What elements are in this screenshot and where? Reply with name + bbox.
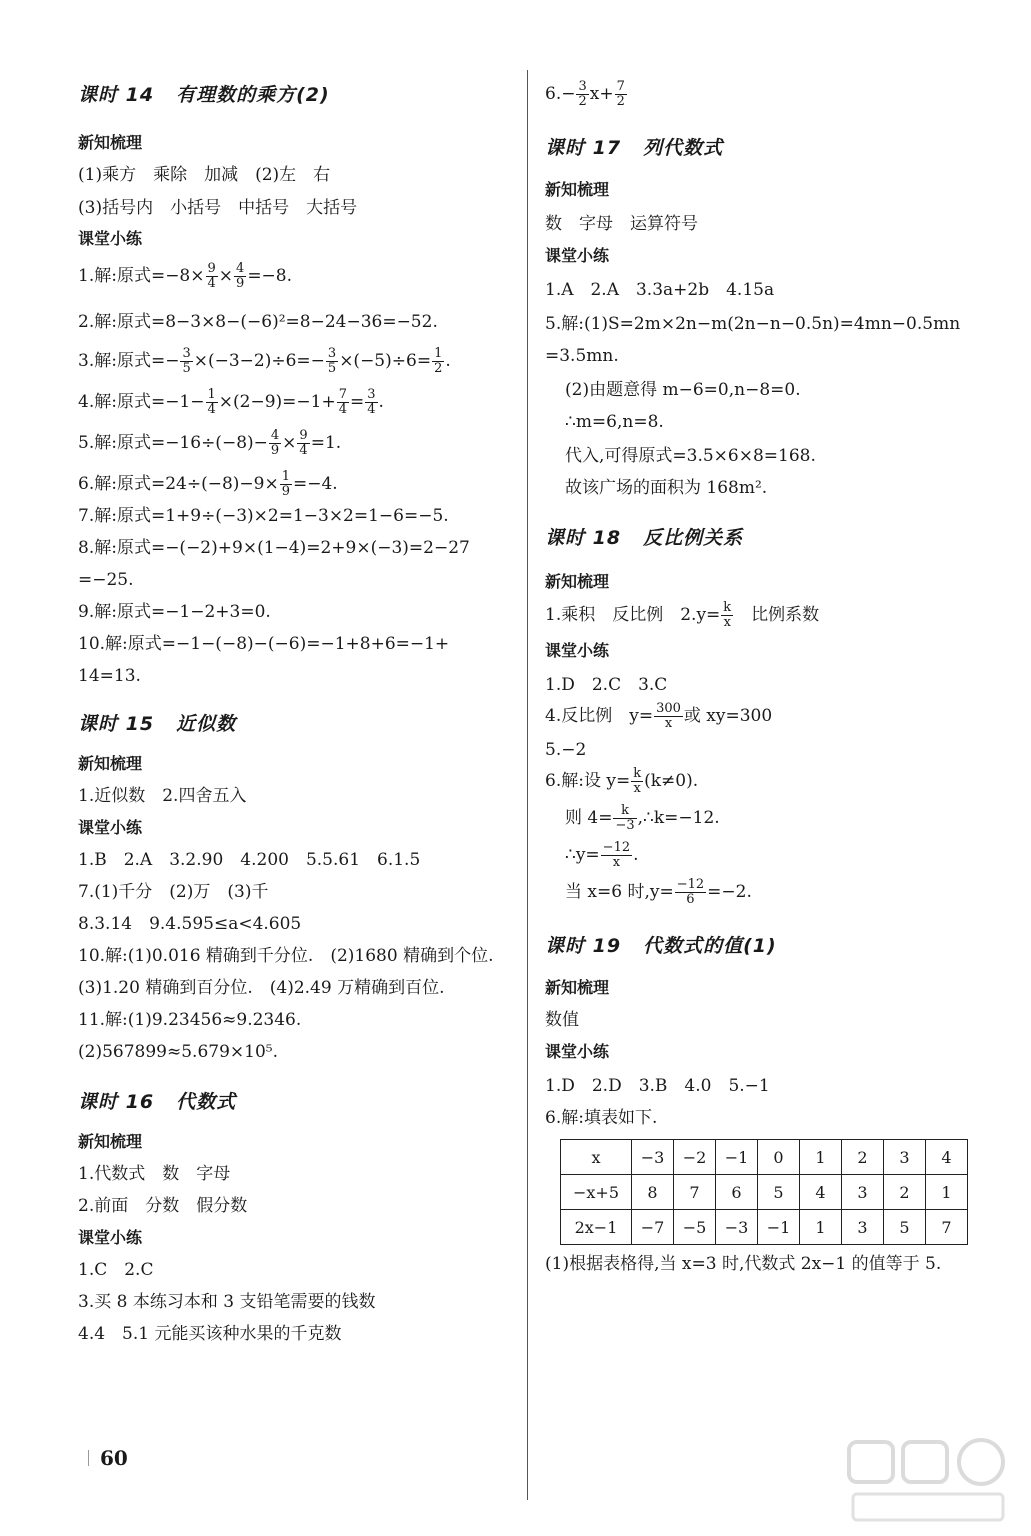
lesson-19-section-practice: 课堂小练 <box>545 1042 610 1061</box>
fraction: $\frac{1}{9}$ <box>281 469 290 499</box>
lesson-17-q5a: 5.解:(1)S=2m×2n−m(2n−n−0.5n)=4mn−0.5mn <box>545 314 961 334</box>
fraction: $\frac{7}{4}$ <box>338 387 347 417</box>
lesson-16-section-new: 新知梳理 <box>78 1132 143 1151</box>
fraction: $\frac{k}{-3}$ <box>615 803 635 833</box>
lesson-15-q8: 8.3.14 9.4.595≤a<4.605 <box>78 914 302 934</box>
page-number: 60 <box>100 1446 128 1470</box>
table-row <box>561 1140 968 1175</box>
value-table <box>560 1139 968 1245</box>
fraction: $\frac{4}{9}$ <box>270 428 280 458</box>
lesson-16-answer-1: 1.代数式 数 字母 <box>78 1164 231 1184</box>
fraction: $\frac{9}{4}$ <box>299 428 308 458</box>
table-cell: 4 <box>926 1140 968 1175</box>
lesson-19-section-new: 新知梳理 <box>545 978 610 997</box>
fraction: $\frac{3}{2}$ <box>578 79 587 109</box>
table-row <box>561 1210 968 1245</box>
table-cell: 4 <box>800 1175 842 1210</box>
fraction: $\frac{3}{4}$ <box>367 387 376 417</box>
lesson-15-section-practice: 课堂小练 <box>78 818 143 837</box>
fraction: $\frac{3}{5}$ <box>182 346 191 376</box>
lesson-17-q1: 1.A 2.A 3.3a+2b 4.15a <box>545 280 775 300</box>
right-column <box>545 60 985 1274</box>
lesson-15-section-new: 新知梳理 <box>78 754 143 773</box>
table-cell: 3 <box>842 1210 884 1245</box>
lesson-19-conclusion: (1)根据表格得,当 x=3 时,代数式 2x−1 的值等于 5. <box>545 1254 942 1274</box>
lesson-14-q9: 9.解:原式=−1−2+3=0. <box>78 602 271 622</box>
lesson-14-q5: 5.解:原式=−16÷(−8)− $\frac{4}{9}$ × $\frac{9}{4}$ =1. <box>78 428 342 458</box>
lesson-17-title: 课时 17 列代数式 <box>545 137 724 159</box>
table-cell: 2x−1 <box>561 1210 632 1245</box>
fraction: $\frac{-12}{6}$ <box>676 877 705 907</box>
lesson-14-q8b: =−25. <box>78 570 134 590</box>
lesson-14-title: 课时 14 有理数的乘方(2) <box>78 84 330 106</box>
lesson-15-q10b: (3)1.20 精确到百分位. (4)2.49 万精确到百位. <box>78 978 445 998</box>
lesson-18-q6d: 当 x=6 时,y= $\frac{-12}{6}$ =−2. <box>565 877 752 907</box>
lesson-15-q1: 1.B 2.A 3.2.90 4.200 5.5.61 6.1.5 <box>78 850 421 870</box>
lesson-18-q6b: 则 4= $\frac{k}{-3}$ ,∴k=−12. <box>565 803 720 833</box>
table-cell: 8 <box>632 1175 674 1210</box>
table-cell: 5 <box>758 1175 800 1210</box>
lesson-18-q1: 1.D 2.C 3.C <box>545 675 668 695</box>
lesson-15-q11a: 11.解:(1)9.23456≈9.2346. <box>78 1010 302 1030</box>
lesson-14-q7: 7.解:原式=1+9÷(−3)×2=1−3×2=1−6=−5. <box>78 506 449 526</box>
lesson-14-q6: 6.解:原式=24÷(−8)−9× $\frac{1}{9}$ =−4. <box>78 469 338 499</box>
lesson-17-q5c: (2)由题意得 m−6=0,n−8=0. <box>565 380 801 400</box>
fraction: $\frac{k}{x}$ <box>633 766 642 796</box>
lesson-16-q1: 1.C 2.C <box>78 1260 154 1280</box>
fraction: $\frac{7}{2}$ <box>616 79 625 109</box>
table-cell: 5 <box>884 1210 926 1245</box>
lesson-17-section-practice: 课堂小练 <box>545 246 610 265</box>
lesson-14-answer-1: (1)乘方 乘除 加减 (2)左 右 <box>78 165 331 185</box>
table-cell: 1 <box>800 1140 842 1175</box>
lesson-15-title: 课时 15 近似数 <box>78 713 237 735</box>
lesson-14-q1: 1.解:原式=−8× $\frac{9}{4}$ × $\frac{4}{9}$ =−8. <box>78 261 293 291</box>
table-cell: x <box>561 1140 632 1175</box>
table-cell: 1 <box>800 1210 842 1245</box>
lesson-15-q7: 7.(1)千分 (2)万 (3)千 <box>78 882 269 902</box>
fraction: $\frac{-12}{x}$ <box>602 840 631 870</box>
table-cell: −3 <box>716 1210 758 1245</box>
lesson-19-answer-1: 数值 <box>545 1010 579 1030</box>
table-cell: 2 <box>842 1140 884 1175</box>
table-cell: 3 <box>884 1140 926 1175</box>
lesson-18-q6a: 6.解:设 y= $\frac{k}{x}$ (k≠0). <box>545 766 699 796</box>
table-cell: 7 <box>674 1175 716 1210</box>
lesson-16-section-practice: 课堂小练 <box>78 1228 143 1247</box>
lesson-19-title: 课时 19 代数式的值(1) <box>545 935 777 957</box>
watermark-logo-icon <box>843 1436 1013 1528</box>
lesson-19-q1: 1.D 2.D 3.B 4.0 5.−1 <box>545 1076 770 1096</box>
lesson-17-answer-1: 数 字母 运算符号 <box>545 214 698 234</box>
lesson-17-q5b: =3.5mn. <box>545 346 619 366</box>
table-cell: 3 <box>842 1175 884 1210</box>
lesson-14-q4: 4.解:原式=−1− $\frac{1}{4}$ ×(2−9)=−1+ $\frac{7}{4}$ = $\frac{3}{4}$ . <box>78 387 384 417</box>
lesson-17-q5f: 故该广场的面积为 168m². <box>565 478 768 498</box>
fraction: $\frac{k}{x}$ <box>723 600 732 630</box>
lesson-14-q2: 2.解:原式=8−3×8−(−6)²=8−24−36=−52. <box>78 312 438 332</box>
lesson-18-q6c: ∴y= $\frac{-12}{x}$ . <box>565 840 639 870</box>
lesson-16-answer-2: 2.前面 分数 假分数 <box>78 1196 248 1216</box>
table-cell: 6 <box>716 1175 758 1210</box>
lesson-15-answer-1: 1.近似数 2.四舍五入 <box>78 786 247 806</box>
table-row <box>561 1175 968 1210</box>
lesson-18-answer-1: 1.乘积 反比例 2.y= $\frac{k}{x}$ 比例系数 <box>545 600 820 630</box>
fraction: $\frac{4}{9}$ <box>236 261 245 291</box>
lesson-17-q5e: 代入,可得原式=3.5×6×8=168. <box>565 446 816 466</box>
lesson-18-section-practice: 课堂小练 <box>545 641 610 660</box>
lesson-14-q10a: 10.解:原式=−1−(−8)−(−6)=−1+8+6=−1+ <box>78 634 450 654</box>
lesson-16-title: 课时 16 代数式 <box>78 1091 237 1113</box>
table-cell: −1 <box>716 1140 758 1175</box>
lesson-17-section-new: 新知梳理 <box>545 180 610 199</box>
continued-q6: 6.− $\frac{3}{2}$ x+ $\frac{7}{2}$ <box>545 79 625 109</box>
lesson-14-section-practice: 课堂小练 <box>78 229 143 248</box>
fraction: $\frac{1}{4}$ <box>207 387 216 417</box>
lesson-18-section-new: 新知梳理 <box>545 572 610 591</box>
fraction: $\frac{3}{5}$ <box>327 346 337 376</box>
value-table-wrapper <box>545 1139 985 1249</box>
lesson-14-answer-2: (3)括号内 小括号 中括号 大括号 <box>78 198 358 218</box>
lesson-14-q3: 3.解:原式=− $\frac{3}{5}$ ×(−3−2)÷6=− $\frac{3}{5}$ ×(−5)÷6= $\frac{1}{2}$ . <box>78 346 451 376</box>
table-cell: −7 <box>632 1210 674 1245</box>
lesson-16-q4: 4.4 5.1 元能买该种水果的千克数 <box>78 1324 342 1344</box>
table-cell: 0 <box>758 1140 800 1175</box>
table-cell: −3 <box>632 1140 674 1175</box>
lesson-15-q11b: (2)567899≈5.679×10⁵. <box>78 1042 278 1062</box>
table-cell: 1 <box>926 1175 968 1210</box>
lesson-14-q8a: 8.解:原式=−(−2)+9×(1−4)=2+9×(−3)=2−27 <box>78 538 470 558</box>
table-cell: −x+5 <box>561 1175 632 1210</box>
table-cell: −2 <box>674 1140 716 1175</box>
table-cell: −5 <box>674 1210 716 1245</box>
fraction: $\frac{300}{x}$ <box>656 701 681 731</box>
table-cell: 7 <box>926 1210 968 1245</box>
lesson-19-q6: 6.解:填表如下. <box>545 1108 658 1128</box>
lesson-18-q4: 4.反比例 y= $\frac{300}{x}$ 或 xy=300 <box>545 701 773 731</box>
lesson-16-q3: 3.买 8 本练习本和 3 支铅笔需要的钱数 <box>78 1292 376 1312</box>
lesson-18-q5: 5.−2 <box>545 740 587 760</box>
table-cell: −1 <box>758 1210 800 1245</box>
lesson-14-q10b: 14=13. <box>78 666 141 686</box>
lesson-18-title: 课时 18 反比例关系 <box>545 527 744 549</box>
lesson-17-q5d: ∴m=6,n=8. <box>565 412 664 432</box>
fraction: $\frac{1}{2}$ <box>434 346 443 376</box>
table-cell: 2 <box>884 1175 926 1210</box>
left-column <box>78 60 518 1344</box>
page-tick-mark <box>88 1450 89 1466</box>
fraction: $\frac{9}{4}$ <box>207 261 216 291</box>
column-divider <box>527 70 528 1500</box>
lesson-15-q10a: 10.解:(1)0.016 精确到千分位. (2)1680 精确到个位. <box>78 946 494 966</box>
lesson-14-section-new: 新知梳理 <box>78 133 143 152</box>
